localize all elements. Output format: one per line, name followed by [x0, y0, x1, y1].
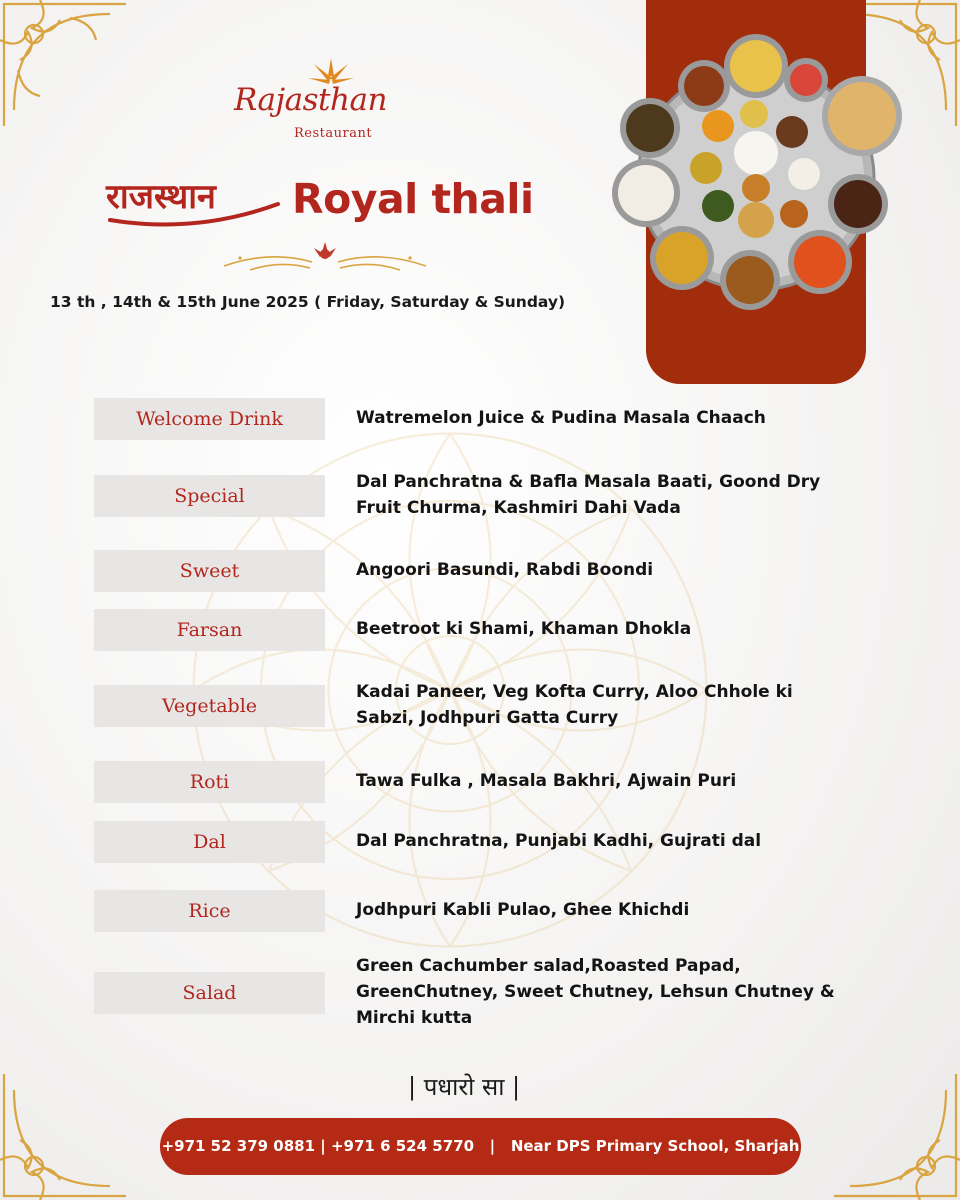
menu-category: Special: [94, 475, 325, 517]
menu-item-line: GreenChutney, Sweet Chutney, Lehsun Chutney &: [356, 982, 835, 1002]
menu-items: [356, 897, 876, 923]
menu-items: [356, 616, 876, 642]
menu-items: [356, 768, 876, 794]
contact-footer: [160, 1118, 801, 1175]
menu-category: Roti: [94, 761, 325, 803]
menu-item-line: Jodhpuri Kabli Pulao, Ghee Khichdi: [356, 900, 690, 920]
menu-item-line: Beetroot ki Shami, Khaman Dhokla: [356, 619, 692, 639]
logo-subtitle: Restaurant: [294, 126, 373, 141]
gold-ornament-divider-icon: [220, 240, 430, 274]
menu-category: Sweet: [94, 550, 325, 592]
menu-item-line: Tawa Fulka , Masala Bakhri, Ajwain Puri: [356, 771, 737, 791]
menu-item-line: Angoori Basundi, Rabdi Boondi: [356, 560, 654, 580]
menu-item-line: Dal Panchratna, Punjabi Kadhi, Gujrati dal: [356, 831, 762, 851]
menu-items: [356, 828, 876, 854]
menu-category: Vegetable: [94, 685, 325, 727]
menu-item-line: Kadai Paneer, Veg Kofta Curry, Aloo Chhole ki: [356, 682, 793, 702]
menu-items: [356, 679, 876, 731]
contact-info: +971 52 379 0881 | +971 6 524 5770 | Near DPS Primary School, Sharjah: [161, 1137, 800, 1155]
menu-items: [356, 469, 876, 521]
menu-items: [356, 405, 876, 431]
menu-item-line: Dal Panchratna & Bafla Masala Baati, Goond Dry: [356, 472, 821, 492]
menu-category: Salad: [94, 972, 325, 1014]
menu-items: [356, 953, 876, 1031]
menu-category: Rice: [94, 890, 325, 932]
menu-item-line: Fruit Churma, Kashmiri Dahi Vada: [356, 498, 681, 518]
menu-item-line: Green Cachumber salad,Roasted Papad,: [356, 956, 741, 976]
thali-plate-image: [606, 28, 920, 318]
menu-category: Farsan: [94, 609, 325, 651]
menu-items: [356, 557, 876, 583]
title-swoosh-icon: [106, 200, 286, 230]
corner-ornament-icon: [0, 0, 130, 130]
menu-category: Welcome Drink: [94, 398, 325, 440]
menu-category: Dal: [94, 821, 325, 863]
menu-item-line: Watremelon Juice & Pudina Masala Chaach: [356, 408, 766, 428]
event-dates: 13 th , 14th & 15th June 2025 ( Friday, Saturday & Sunday): [50, 293, 566, 311]
title-hindi: राजस्थान: [106, 177, 216, 217]
menu-item-line: Sabzi, Jodhpuri Gatta Curry: [356, 708, 619, 728]
corner-ornament-icon: [830, 1070, 960, 1200]
title-english: Royal thali: [292, 175, 534, 223]
logo-wordmark: Rajasthan: [234, 82, 387, 118]
restaurant-logo: [228, 58, 398, 148]
corner-ornament-icon: [0, 1070, 130, 1200]
menu-item-line: Mirchi kutta: [356, 1008, 473, 1028]
welcome-tagline: | पधारो सा |: [408, 1073, 521, 1101]
